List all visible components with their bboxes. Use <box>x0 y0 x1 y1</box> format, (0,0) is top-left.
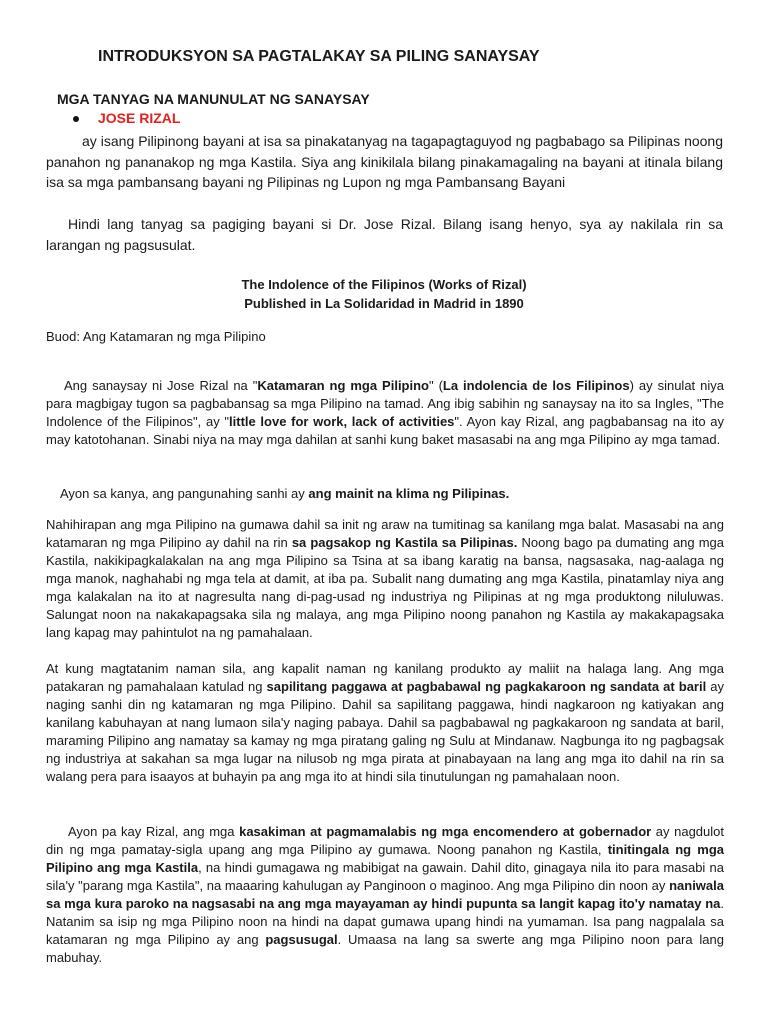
paragraph-1: Ang sanaysay ni Jose Rizal na "Katamaran ng mga Pilipino" (La indolencia de los Filipinos) ay sinulat niya para magbigay tugon sa pagbabansag sa mga Pilipino na tamad. Ang ibig sabihin ng sanaysay na ito sa Ingles, "The Indolence of the Filipinos", ay "little love for work, lack of activities". Ayon kay Rizal, ang pagbabansag na ito ay may katotohanan. Sinabi niya na may mga dahilan at sanhi kung baket masasabi na ang mga Pilipino ay mga tamad. <box>46 378 724 447</box>
paragraph-4: At kung magtatanim naman sila, ang kapalit naman ng kanilang produkto ay maliit na halaga lang. Ang mga patakaran ng pamahalaan katulad ng sapilitang paggawa at pagbabawal ng pagkakaroon ng sandata at baril ay naging sanhi din ng katamaran ng mga Pilipino. Dahil sa sapilitang paggawa, hindi nagkaroon ng katiyakan ang kanilang kabuhayan at nang lumaon sila'y naging pabaya. Dahil sa pagbabawal ng pagkakaroon ng sandata at baril, maraming Pilipino ang namatay sa kamay ng mga piratang galing ng Sulu at Mindanaw. Nagbunga ito ng pagbagsak ng industriya at sakahan sa mga lugar na nilusob ng mga pirata at pinabayaan na lang ang mga ito dahil na rin sa walang pera para isaayos at buhayin pa ang mga ito at hindi sila tinutulungan ng pamahalaan noon. <box>46 661 724 784</box>
work-published: Published in La Solidaridad in Madrid in 1890 <box>244 296 524 311</box>
bullet-icon <box>73 116 79 122</box>
document-title-block <box>98 48 738 66</box>
paragraph-2: Ayon sa kanya, ang pangunahing sanhi ay ang mainit na klima ng Pilipinas. <box>60 486 510 501</box>
work-title: The Indolence of the Filipinos (Works of Rizal) <box>241 277 527 292</box>
intro-paragraph-2: Hindi lang tanyag sa pagiging bayani si Dr. Jose Rizal. Bilang isang henyo, sya ay nakilala rin sa larangan ng pagsusulat. <box>46 216 723 253</box>
intro-paragraph: ay isang Pilipinong bayani at isa sa pinakatanyag na tagapagtaguyod ng pagbabago sa Pilipinas noong panahon ng pananakop ng mga Kastila. Siya ang kinikilala bilang pinakamagaling na bayani at itinala bilang isa sa mga pambansang bayani ng Pilipinas ng Lupon ng mga Pambansang Bayani <box>46 133 723 190</box>
section-subtitle: MGA TANYAG NA MANUNULAT NG SANAYSAY <box>57 91 370 107</box>
summary-heading: Buod: Ang Katamaran ng mga Pilipino <box>46 329 266 344</box>
paragraph-5: Ayon pa kay Rizal, ang mga kasakiman at pagmamalabis ng mga encomendero at gobernador ay nagdulot din ng mga pamatay-sigla upang ang mga Pilipino ay gumawa. Noong panahon ng Kastila, tinitingala ng mga Pilipino ang mga Kastila, na hindi gumagawa ng mabibigat na gawain. Dahil dito, ginagaya nila ito para masabi na sila'y "parang mga Kastila", na maaaring kahulugan ay Panginoon o maginoo. Ang mga Pilipino din noon ay naniwala sa mga kura paroko na nagsasabi na ang mga mayayaman ay hindi pupunta sa langit kapag ito'y namatay na. Natanim sa isip ng mga Pilipino noon na hindi na dapat gumawa upang hindi na yumaman. Isa pang nagpalala sa katamaran ng mga Pilipino ay ang pagsusugal. Umaasa na lang sa swerte ang mga Pilipino noon para lang mabuhay. <box>46 824 724 965</box>
paragraph-3: Nahihirapan ang mga Pilipino na gumawa dahil sa init ng araw na tumitinag sa kanilang mga balat. Masasabi na ang katamaran ng mga Pilipino ay dahil na rin sa pagsakop ng Kastila sa Pilipinas. Noong bago pa dumating ang mga Kastila, nakikipagkalakalan na ang mga Pilipino sa Tsina at sa ibang karatig na bansa, nagsasaka, nag-aalaga ng mga manok, naghahabi ng mga tela at damit, at iba pa. Subalit nang dumating ang mga Kastila, pinatamlay niya ang mga kalakalan na ito at nagresulta nang di-pag-usad ng industriya ng Pilipinas at ng mga produktong niluluwas. Salungat noon na nakakapagsaka sila ng malaya, ang mga Pilipino noong panahon ng Kastila ay makakapagsaka lang kapag may pahintulot na ng pamahalaan. <box>46 517 724 640</box>
document-title: INTRODUKSYON SA PAGTALAKAY SA PILING SANAYSAY <box>98 48 540 65</box>
author-name: JOSE RIZAL <box>98 110 181 126</box>
